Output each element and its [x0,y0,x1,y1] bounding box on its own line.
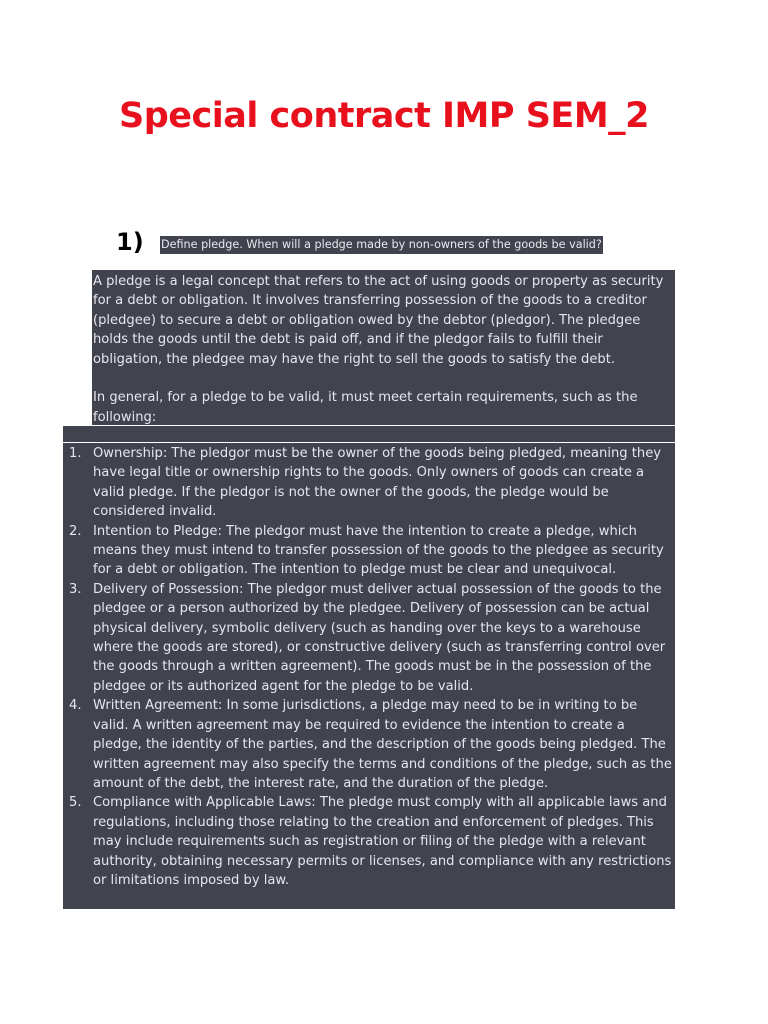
list-item-text: Delivery of Possession: The pledgor must deliver actual possession of the goods to the pledgee or a person authorized by the pledgee. Delivery of possession can be actual physical delivery, symbolic delivery (such as handing over the keys to a warehouse where the goods are stored), or constructive delivery (such as transferring control over the goods through a written agreement). The goods must be in the possession of the pledgee or its authorized agent for the pledge to be valid. [93,581,666,694]
answer-paragraph-requirements-intro: In general, for a pledge to be valid, it must meet certain requirements, such as the following: [93,390,638,425]
list-item [63,444,675,522]
list-item-text: Ownership: The pledgor must be the owner of the goods being pledged, meaning they have legal title or ownership rights to the goods. Only owners of goods can create a valid pledge. If the pledgor is not the owner of the goods, the pledge would be considered invalid. [93,446,662,520]
list-item-text: Intention to Pledge: The pledgor must have the intention to create a pledge, which means they must intend to transfer possession of the goods to the pledgee as security for a debt or obligation. The intention to pledge must be clear and unequivocal. [93,523,664,578]
list-item-number: 2. [69,523,82,539]
answer-section [93,272,675,427]
list-item [63,696,675,793]
highlight-divider-row [63,425,675,443]
requirements-list [63,444,675,890]
list-item-number: 5. [69,795,82,811]
list-item [63,793,675,890]
list-item [63,580,675,696]
question-text: Define pledge. When will a pledge made by non-owners of the goods be valid? [160,236,603,254]
list-item-number: 4. [69,698,82,714]
list-item [63,522,675,580]
list-item-text: Written Agreement: In some jurisdictions, a pledge may need to be in writing to be valid. A written agreement may be required to evidence the intention to create a pledge, the identity of the parties, and the description of the goods being pledged. The written agreement may also specify the terms and conditions of the pledge, such as the amount of the debt, the interest rate, and the duration of the pledge. [93,698,672,791]
list-item-number: 1. [69,446,82,461]
question-number: 1) [116,228,144,256]
list-item-text: Compliance with Applicable Laws: The pledge must comply with all applicable laws and regulations, including those relating to the creation and enforcement of pledges. This may include requirements such as registration or filing of the pledge with a relevant authority, obtaining necessary permits or licenses, and compliance with any restrictions or limitations imposed by law. [93,795,672,888]
document-title: Special contract IMP SEM_2 [118,96,649,136]
answer-paragraph-definition: A pledge is a legal concept that refers to the act of using goods or property as security for a debt or obligation. It involves transferring possession of the goods to a creditor (pledgee) to secure a debt or obligation owed by the debtor (pledgor). The pledgee holds the goods until the debt is paid off, and if the pledgor fails to fulfill their obligation, the pledgee may have the right to sell the goods to satisfy the debt. [93,274,664,367]
list-item-number: 3. [69,581,82,597]
